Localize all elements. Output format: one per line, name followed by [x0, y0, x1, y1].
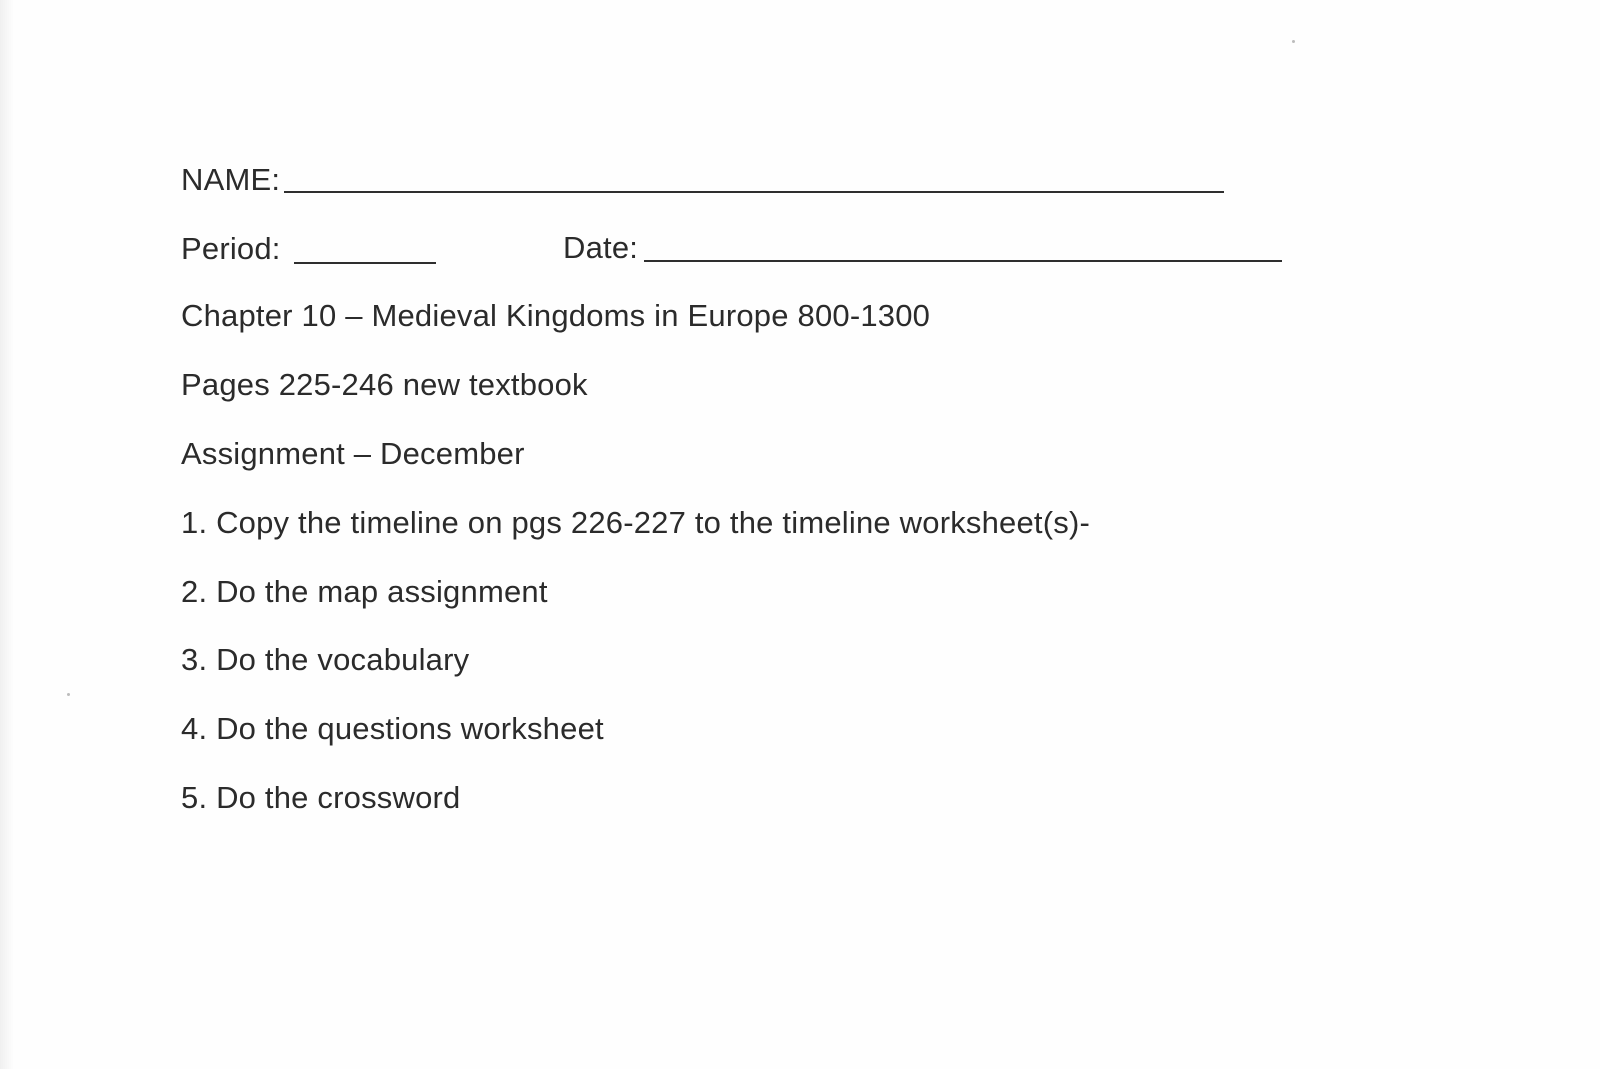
task-item: 4. Do the questions worksheet: [181, 711, 604, 746]
pages-line: Pages 225-246 new textbook: [181, 367, 588, 402]
scan-edge-shadow: [0, 0, 14, 1069]
chapter-title: Chapter 10 – Medieval Kingdoms in Europe 800-1300: [181, 298, 931, 333]
name-label: NAME:: [181, 162, 281, 197]
period-label: Period:: [181, 231, 281, 266]
period-blank: [294, 262, 436, 264]
scan-speck: [67, 693, 70, 696]
date-label: Date:: [563, 230, 639, 265]
task-item: 1. Copy the timeline on pgs 226-227 to the timeline worksheet(s)-: [181, 505, 1091, 540]
scan-speck: [1292, 40, 1295, 43]
assignment-heading: Assignment – December: [181, 436, 525, 471]
task-item: 2. Do the map assignment: [181, 574, 548, 609]
task-item: 3. Do the vocabulary: [181, 642, 470, 677]
task-item: 5. Do the crossword: [181, 780, 461, 815]
name-blank: [284, 191, 1224, 193]
date-blank: [644, 260, 1282, 262]
